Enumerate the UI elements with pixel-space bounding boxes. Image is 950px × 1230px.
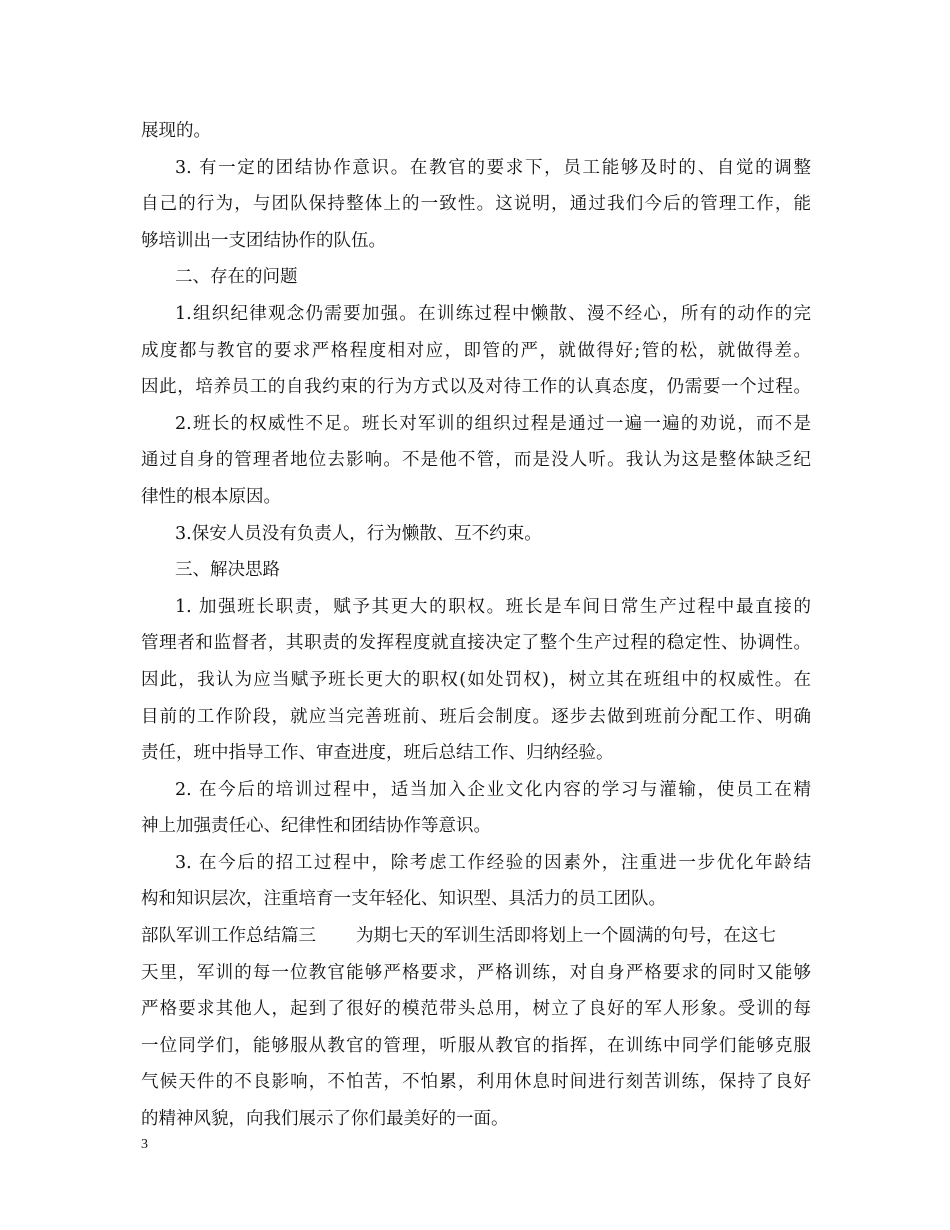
section-heading-solutions: 三、解决思路 bbox=[175, 560, 280, 581]
paragraph-line: 展现的。 bbox=[141, 121, 211, 141]
paragraph-line: 的精神风貌，向我们展示了你们最美好的一面。 bbox=[141, 1109, 509, 1130]
paragraph-line: 3. 有一定的团结协作意识。在教官的要求下，员工能够及时的、自觉的调整 bbox=[175, 157, 811, 178]
paragraph-line: 1. 加强班长职责，赋予其更大的职权。班长是车间日常生产过程中最直接的 bbox=[175, 596, 811, 617]
paragraph-line: 1.组织纪律观念仍需要加强。在训练过程中懒散、漫不经心，所有的动作的完 bbox=[175, 303, 811, 324]
paragraph-line: 2.班长的权威性不足。班长对军训的组织过程是通过一遍一遍的劝说，而不是 bbox=[175, 413, 811, 434]
paragraph-line: 因此，我认为应当赋予班长更大的职权(如处罚权)，树立其在班组中的权威性。在 bbox=[141, 669, 811, 690]
paragraph-line: 成度都与教官的要求严格程度相对应，即管的严，就做得好;管的松，就做得差。 bbox=[141, 340, 811, 361]
paragraph-line: 自己的行为，与团队保持整体上的一致性。这说明，通过我们今后的管理工作，能 bbox=[141, 194, 811, 215]
paragraph-line: 因此，培养员工的自我约束的行为方式以及对待工作的认真态度，仍需要一个过程。 bbox=[141, 377, 811, 398]
paragraph-line: 天里，军训的每一位教官能够严格要求，严格训练，对自身严格要求的同时又能够 bbox=[141, 962, 811, 983]
paragraph-line: 3. 在今后的招工过程中，除考虑工作经验的因素外，注重进一步优化年龄结 bbox=[175, 852, 811, 873]
paragraph-line: 责任，班中指导工作、审查进度，班后总结工作、归纳经验。 bbox=[141, 743, 614, 764]
paragraph-line: 构和知识层次，注重培育一支年轻化、知识型、具活力的员工团队。 bbox=[141, 889, 666, 910]
section-start-line bbox=[141, 918, 811, 955]
paragraph-line: 管理者和监督者，其职责的发挥程度就直接决定了整个生产过程的稳定性、协调性。 bbox=[141, 633, 811, 654]
paragraph-line: 够培训出一支团结协作的队伍。 bbox=[141, 230, 386, 251]
page-number: 3 bbox=[141, 1137, 148, 1152]
paragraph-line: 3.保安人员没有负责人，行为懒散、互不约束。 bbox=[175, 523, 542, 544]
paragraph-line: 目前的工作阶段，就应当完善班前、班后会制度。逐步去做到班前分配工作、明确 bbox=[141, 706, 811, 727]
section-heading-problems: 二、存在的问题 bbox=[175, 267, 298, 288]
paragraph-line: 律性的根本原因。 bbox=[141, 486, 281, 507]
paragraph-line: 2. 在今后的培训过程中，适当加入企业文化内容的学习与灌输，使员工在精 bbox=[175, 779, 811, 800]
paragraph-line: 神上加强责任心、纪律性和团结协作等意识。 bbox=[141, 816, 491, 837]
paragraph-line: 严格要求其他人，起到了很好的模范带头总用，树立了良好的军人形象。受训的每 bbox=[141, 999, 811, 1020]
section-heading: 部队军训工作总结篇三 bbox=[141, 926, 316, 947]
document-body bbox=[141, 113, 811, 1138]
paragraph-line: 通过自身的管理者地位去影响。不是他不管，而是没人听。我认为这是整体缺乏纪 bbox=[141, 450, 811, 471]
section-first-line: 为期七天的军训生活即将划上一个圆满的句号，在这七 bbox=[356, 926, 776, 947]
paragraph-line: 气候天件的不良影响，不怕苦，不怕累，利用休息时间进行刻苦训练，保持了良好 bbox=[141, 1072, 811, 1093]
paragraph-line: 一位同学们，能够服从教官的管理，听服从教官的指挥，在训练中同学们能够克服 bbox=[141, 1035, 811, 1056]
